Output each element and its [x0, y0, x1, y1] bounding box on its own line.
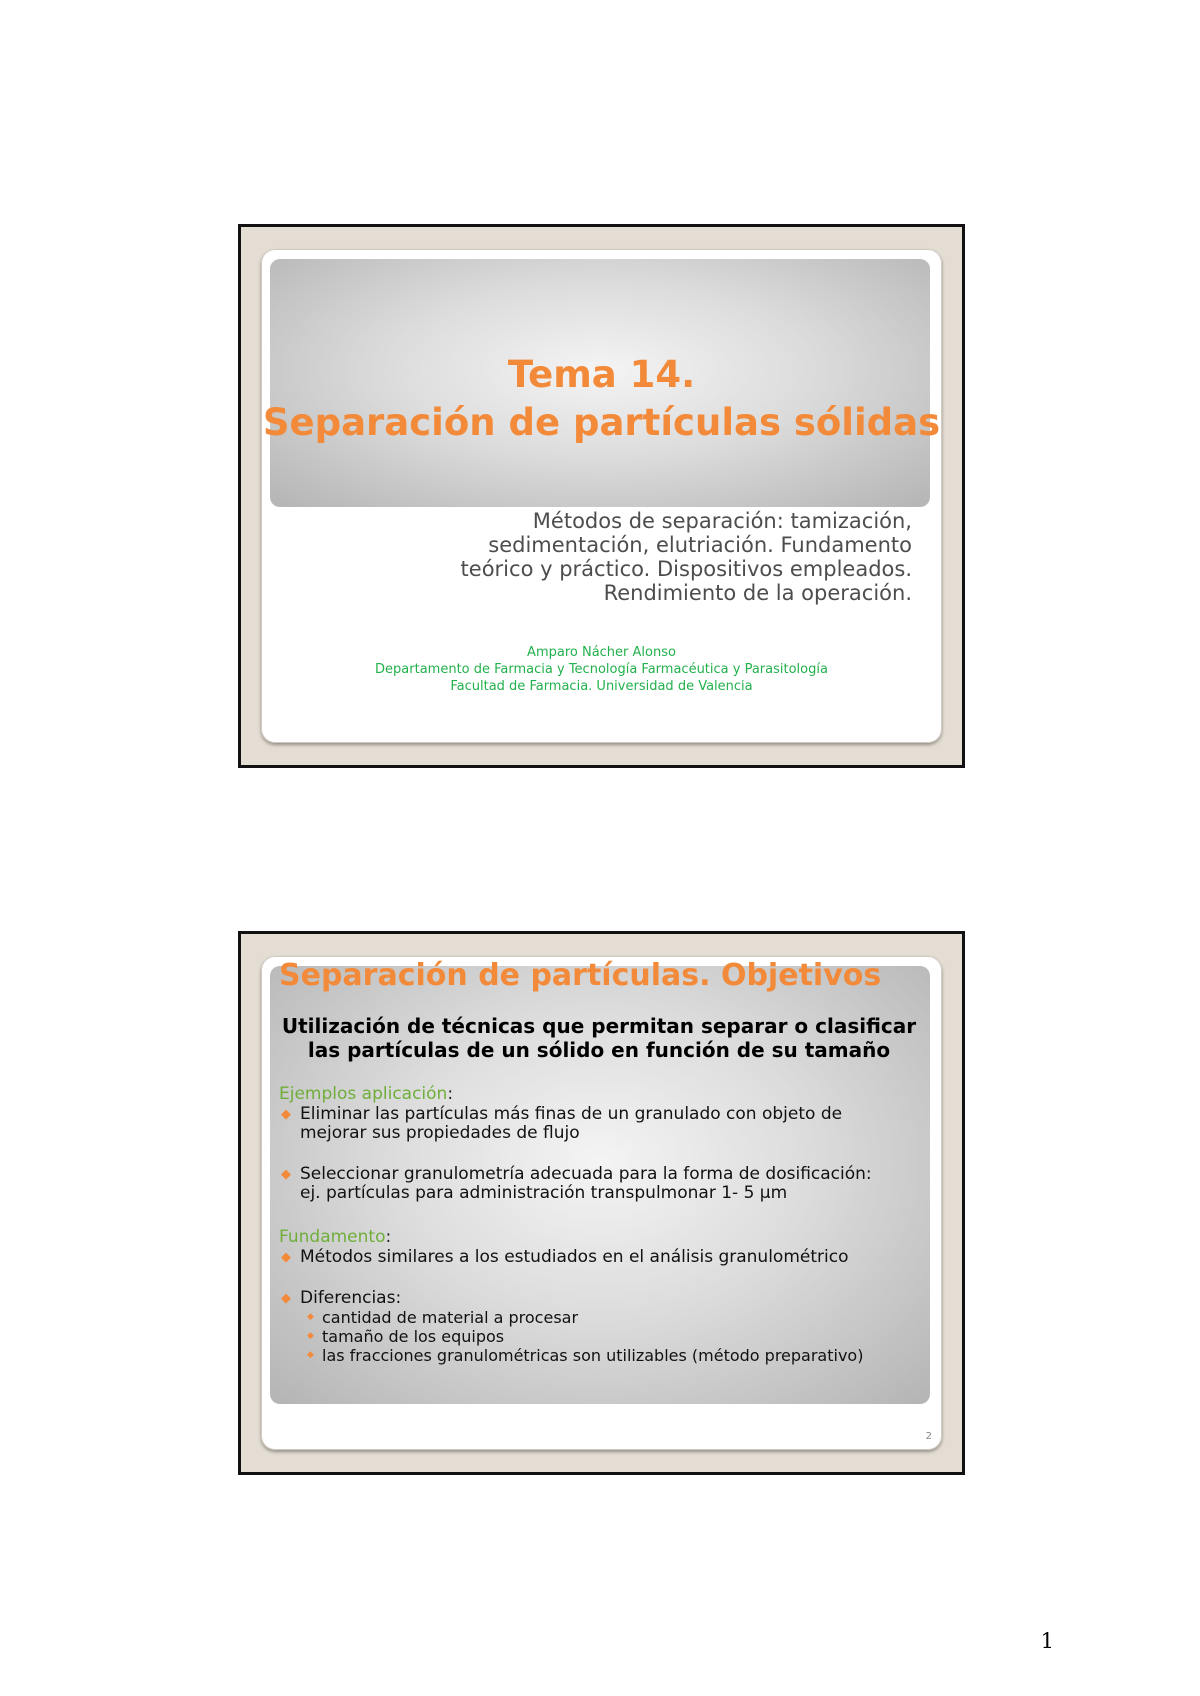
slide-1-subtitle-line: sedimentación, elutriación. Fundamento [488, 533, 912, 557]
slide-1-title [261, 351, 942, 447]
list-item [279, 1105, 919, 1143]
author-department: Departamento de Farmacia y Tecnología Farmacéutica y Parasitología [375, 662, 828, 677]
sub-bullet-icon: ◆ [307, 1350, 314, 1360]
slide-1 [238, 224, 965, 768]
slide-2-title: Separación de partículas. Objetivos [279, 958, 882, 993]
fundamento-heading-label: Fundamento [279, 1227, 386, 1247]
list-item [279, 1289, 919, 1308]
slide-1-subtitle [352, 509, 912, 605]
author-name: Amparo Nácher Alonso [527, 645, 676, 660]
slide-1-subtitle-line: Rendimiento de la operación. [603, 581, 912, 605]
page-number: 1 [1040, 1629, 1054, 1653]
fundamento-heading-colon: : [385, 1227, 392, 1247]
list-item-line: mejorar sus propiedades de flujo [300, 1123, 580, 1143]
sub-list-item [279, 1327, 919, 1346]
slide-1-author-info [261, 644, 942, 695]
sub-bullet-icon: ◆ [307, 1312, 314, 1322]
slide-2-lead-line-2: las partículas de un sólido en función de su tamaño [307, 1038, 891, 1062]
bullet-icon: ◆ [281, 1167, 291, 1182]
examples-heading [279, 1084, 919, 1105]
sub-list-item [279, 1308, 919, 1327]
bullet-icon: ◆ [281, 1291, 291, 1306]
slide-2-body [279, 1084, 919, 1365]
list-item-line: Seleccionar granulometría adecuada para la forma de dosificación: [300, 1164, 872, 1184]
fundamento-heading [279, 1227, 919, 1248]
slide-1-title-line-1: Tema 14. [507, 353, 696, 396]
sub-list-item [279, 1346, 919, 1365]
slide-1-title-line-2: Separación de partículas sólidas [262, 401, 941, 444]
slide-2-lead-line-1: Utilización de técnicas que permitan separar o clasificar [281, 1014, 917, 1038]
slide-1-subtitle-line: Métodos de separación: tamización, [532, 509, 912, 533]
list-item [279, 1165, 919, 1203]
slide-1-subtitle-line: teórico y práctico. Dispositivos empleados. [460, 557, 912, 581]
examples-heading-label: Ejemplos aplicación [279, 1084, 448, 1104]
author-faculty: Facultad de Farmacia. Universidad de Valencia [450, 679, 753, 694]
list-item-line: ej. partículas para administración transpulmonar 1- 5 µm [300, 1183, 788, 1203]
slide-1-card [261, 249, 942, 743]
sub-bullet-icon: ◆ [307, 1331, 314, 1341]
examples-heading-colon: : [447, 1084, 454, 1104]
slide-number: 2 [925, 1431, 932, 1442]
list-item [279, 1248, 919, 1267]
bullet-icon: ◆ [281, 1250, 291, 1265]
list-item-line: Métodos similares a los estudiados en el análisis granulométrico [300, 1247, 849, 1267]
slide-2 [238, 931, 965, 1475]
sub-list-item-text: cantidad de material a procesar [322, 1308, 579, 1327]
list-item-line: Eliminar las partículas más finas de un granulado con objeto de [300, 1104, 843, 1124]
slide-2-card [261, 956, 942, 1450]
list-item-line: Diferencias: [300, 1288, 402, 1308]
slide-2-lead [279, 1014, 919, 1062]
sub-list-item-text: las fracciones granulométricas son utilizables (método preparativo) [322, 1346, 864, 1365]
sub-list-item-text: tamaño de los equipos [322, 1327, 505, 1346]
bullet-icon: ◆ [281, 1107, 291, 1122]
